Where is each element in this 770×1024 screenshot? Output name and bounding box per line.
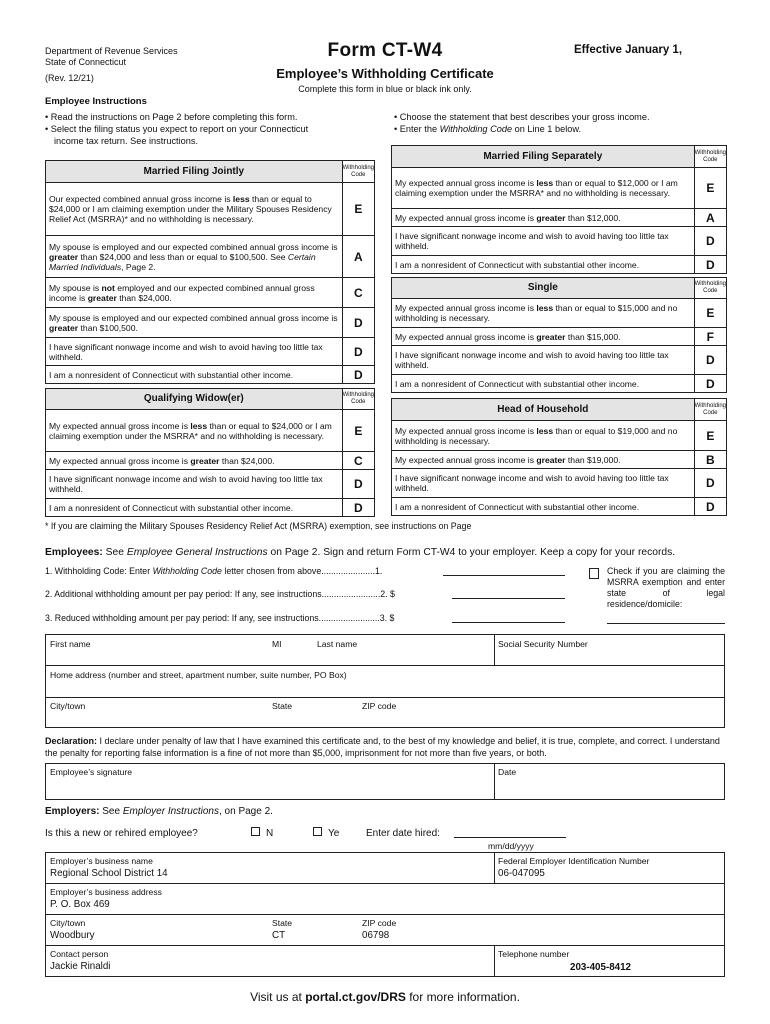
employer-zip-value[interactable]: 06798 xyxy=(362,930,390,941)
table-row: I have significant nonwage income and wish to avoid having too little tax withheld. D xyxy=(392,227,727,256)
table-row: My expected annual gross income is greater than $12,000. A xyxy=(392,209,727,227)
table-title: Head of Household xyxy=(392,399,695,421)
code-header: Withholding Code xyxy=(342,389,374,410)
fein-value[interactable]: 06-047095 xyxy=(498,868,545,879)
instruction-bullet: • Enter the Withholding Code on Line 1 below. xyxy=(394,124,582,134)
dept-line1: Department of Revenue Services xyxy=(45,46,178,56)
instruction-bullet: • Choose the statement that best describes your gross income. xyxy=(394,112,650,122)
table-row: I am a nonresident of Connecticut with substantial other income. D xyxy=(392,498,727,516)
table-title: Qualifying Widow(er) xyxy=(46,389,343,410)
code-cell: F xyxy=(694,328,726,346)
code-cell: D xyxy=(694,256,726,274)
code-header: Withholding Code xyxy=(342,161,374,183)
dept-line2: State of Connecticut xyxy=(45,57,127,67)
form-title: Form CT-W4 xyxy=(327,40,443,61)
line2-label: 2. Additional withholding amount per pay period: If any, see instructions........................2. $ xyxy=(45,589,395,599)
mi-label: MI xyxy=(272,639,282,649)
code-cell: E xyxy=(694,168,726,209)
code-cell: A xyxy=(694,209,726,227)
married-filing-jointly-table xyxy=(45,160,375,384)
last-name-label: Last name xyxy=(317,639,358,649)
table-row: My spouse is not employed and our expected combined annual gross income is greater than $24,000. C xyxy=(46,278,375,308)
withholding-code-input[interactable] xyxy=(443,566,565,576)
code-cell: D xyxy=(694,227,726,256)
form-note: Complete this form in blue or black ink only. xyxy=(298,84,472,94)
city-state-zip-input[interactable] xyxy=(46,712,724,727)
employer-city-label: City/town xyxy=(50,918,86,928)
left-instructions xyxy=(45,111,375,147)
date-hired-input[interactable] xyxy=(454,828,566,838)
code-cell: D xyxy=(342,470,374,499)
contact-label: Contact person xyxy=(50,949,109,959)
code-header: Withholding Code xyxy=(694,146,726,168)
effective-date: Effective January 1, xyxy=(574,44,683,56)
msrra-footnote: * If you are claiming the Military Spouses Residency Relief Act (MSRRA) exemption, see instructions on Page xyxy=(45,521,472,531)
single-table xyxy=(391,277,727,393)
code-cell: E xyxy=(694,299,726,328)
employer-state-label: State xyxy=(272,918,293,928)
employer-city-value[interactable]: Woodbury xyxy=(50,930,95,941)
business-address-label: Employer’s business address xyxy=(50,887,162,897)
city-label: City/town xyxy=(50,701,86,711)
head-of-household-table xyxy=(391,398,727,516)
msrra-checkbox[interactable] xyxy=(589,568,599,579)
table-title: Single xyxy=(392,278,695,299)
table-row: I am a nonresident of Connecticut with substantial other income. D xyxy=(46,366,375,384)
table-row: My expected annual gross income is less than or equal to $19,000 and no withholding is necessary. E xyxy=(392,421,727,451)
option-y-label: Ye xyxy=(328,828,340,839)
employers-instructions: Employers: See Employer Instructions, on Page 2. xyxy=(45,806,273,817)
phone-value[interactable]: 203-405-8412 xyxy=(570,962,632,973)
table-row: My expected annual gross income is greater than $24,000. C xyxy=(46,452,375,470)
msrra-state-input[interactable] xyxy=(607,614,725,624)
table-row: My expected annual gross income is greater than $19,000. B xyxy=(392,451,727,469)
table-title: Married Filing Separately xyxy=(392,146,695,168)
business-address-value[interactable]: P. O. Box 469 xyxy=(50,899,110,910)
table-row: I have significant nonwage income and wish to avoid having too little tax withheld. D xyxy=(392,469,727,498)
code-cell: A xyxy=(342,236,374,278)
signature-label: Employee’s signature xyxy=(50,767,133,777)
option-n-label: N xyxy=(266,828,274,839)
first-name-label: First name xyxy=(50,639,91,649)
ssn-input[interactable] xyxy=(495,650,724,664)
enter-date-label: Enter date hired: xyxy=(366,828,440,839)
phone-label: Telephone number xyxy=(498,949,570,959)
ssn-label: Social Security Number xyxy=(498,639,588,649)
right-instructions xyxy=(394,111,734,135)
additional-withholding-input[interactable] xyxy=(452,589,565,599)
instruction-bullet: income tax return. See instructions. xyxy=(54,136,199,146)
footer-visit: Visit us at portal.ct.gov/DRS for more information. xyxy=(250,990,520,1004)
signature-input[interactable] xyxy=(46,778,493,799)
new-employee-y-checkbox[interactable] xyxy=(313,827,322,836)
business-name-value[interactable]: Regional School District 14 xyxy=(50,868,168,879)
fein-label: Federal Employer Identification Number xyxy=(498,856,650,866)
table-row: I have significant nonwage income and wish to avoid having too little tax withheld. D xyxy=(392,346,727,375)
instructions-heading: Employee Instructions xyxy=(45,96,147,107)
table-title: Married Filing Jointly xyxy=(46,161,343,183)
table-row: I have significant nonwage income and wish to avoid having too little tax withheld. D xyxy=(46,470,375,499)
married-filing-separately-table xyxy=(391,145,727,274)
table-row: I am a nonresident of Connecticut with substantial other income. D xyxy=(392,256,727,274)
form-subtitle: Employee’s Withholding Certificate xyxy=(276,66,494,81)
table-row: My spouse is employed and our expected combined annual gross income is greater than $100,500. D xyxy=(46,308,375,338)
home-address-label: Home address (number and street, apartment number, suite number, PO Box) xyxy=(50,670,347,680)
code-header: Withholding Code xyxy=(694,278,726,299)
table-row: I am a nonresident of Connecticut with substantial other income. D xyxy=(46,499,375,517)
code-cell: D xyxy=(342,308,374,338)
code-cell: C xyxy=(342,278,374,308)
table-row: My expected annual gross income is less than or equal to $12,000 or I am claiming exemption under the MSRRA* and no withholding is necessary. E xyxy=(392,168,727,209)
new-employee-n-checkbox[interactable] xyxy=(251,827,260,836)
qualifying-widower-table xyxy=(45,388,375,517)
state-label: State xyxy=(272,701,293,711)
code-cell: C xyxy=(342,452,374,470)
new-rehired-question: Is this a new or rehired employee? xyxy=(45,828,198,839)
date-format-hint: mm/dd/yyyy xyxy=(488,841,534,851)
code-header: Withholding Code xyxy=(694,399,726,421)
home-address-input[interactable] xyxy=(46,681,724,696)
code-cell: D xyxy=(694,375,726,393)
code-cell: B xyxy=(694,451,726,469)
employer-zip-label: ZIP code xyxy=(362,918,397,928)
code-cell: E xyxy=(342,183,374,236)
contact-value[interactable]: Jackie Rinaldi xyxy=(50,961,111,972)
code-cell: D xyxy=(342,499,374,517)
table-row: My expected annual gross income is greater than $15,000. F xyxy=(392,328,727,346)
code-cell: D xyxy=(694,346,726,375)
code-cell: E xyxy=(342,410,374,452)
date-label: Date xyxy=(498,767,517,777)
employer-state-value[interactable]: CT xyxy=(272,930,286,941)
code-cell: D xyxy=(342,366,374,384)
table-row: Our expected combined annual gross income is less than or equal to $24,000 or I am claiming exemption under the Military Spouses Residency Relief Act (MSRRA)* and no withholding is necessary. E xyxy=(46,183,375,236)
line3-label: 3. Reduced withholding amount per pay period: If any, see instructions.........................3. $ xyxy=(45,613,395,623)
zip-label: ZIP code xyxy=(362,701,397,711)
code-cell: D xyxy=(694,498,726,516)
date-input[interactable] xyxy=(495,778,724,799)
table-row: My expected annual gross income is less than or equal to $15,000 and no withholding is necessary. E xyxy=(392,299,727,328)
instruction-bullet: • Select the filing status you expect to report on your Connecticut xyxy=(45,124,309,134)
reduced-withholding-input[interactable] xyxy=(452,613,565,623)
code-cell: D xyxy=(342,338,374,366)
code-cell: D xyxy=(694,469,726,498)
table-row: My expected annual gross income is less than or equal to $24,000 or I am claiming exemption under the MSRRA* and no withholding is necessary. E xyxy=(46,410,375,452)
drs-link[interactable]: portal.ct.gov/DRS xyxy=(305,990,406,1004)
employees-instructions: Employees: See Employee General Instructions on Page 2. Sign and return Form CT-W4 to your employer. Keep a copy for your records. xyxy=(45,547,676,558)
business-name-label: Employer’s business name xyxy=(50,856,153,866)
line1-label: 1. Withholding Code: Enter Withholding Code letter chosen from above......................1. xyxy=(45,566,383,576)
msrra-check-label: Check if you are claiming the MSRRA exemption and enter state of legal residence/domicile: xyxy=(607,566,725,609)
table-row: I have significant nonwage income and wish to avoid having too little tax withheld. D xyxy=(46,338,375,366)
instruction-bullet: • Read the instructions on Page 2 before completing this form. xyxy=(45,112,298,122)
table-row: My spouse is employed and our expected combined annual gross income is greater than $24,000 and less than or equal to $100,500. See Certain Married Individuals, Page 2. A xyxy=(46,236,375,278)
table-row: I am a nonresident of Connecticut with substantial other income. D xyxy=(392,375,727,393)
code-cell: E xyxy=(694,421,726,451)
name-input[interactable] xyxy=(46,650,493,664)
declaration: Declaration: I declare under penalty of law that I have examined this certificate and, to the best of my knowledge and belief, it is true, complete, and correct. I understand the penalty for reporting false information is a fine of not more than $5,000, imprisonment for not more than five years, or both. xyxy=(45,736,720,758)
revision: (Rev. 12/21) xyxy=(45,73,94,83)
